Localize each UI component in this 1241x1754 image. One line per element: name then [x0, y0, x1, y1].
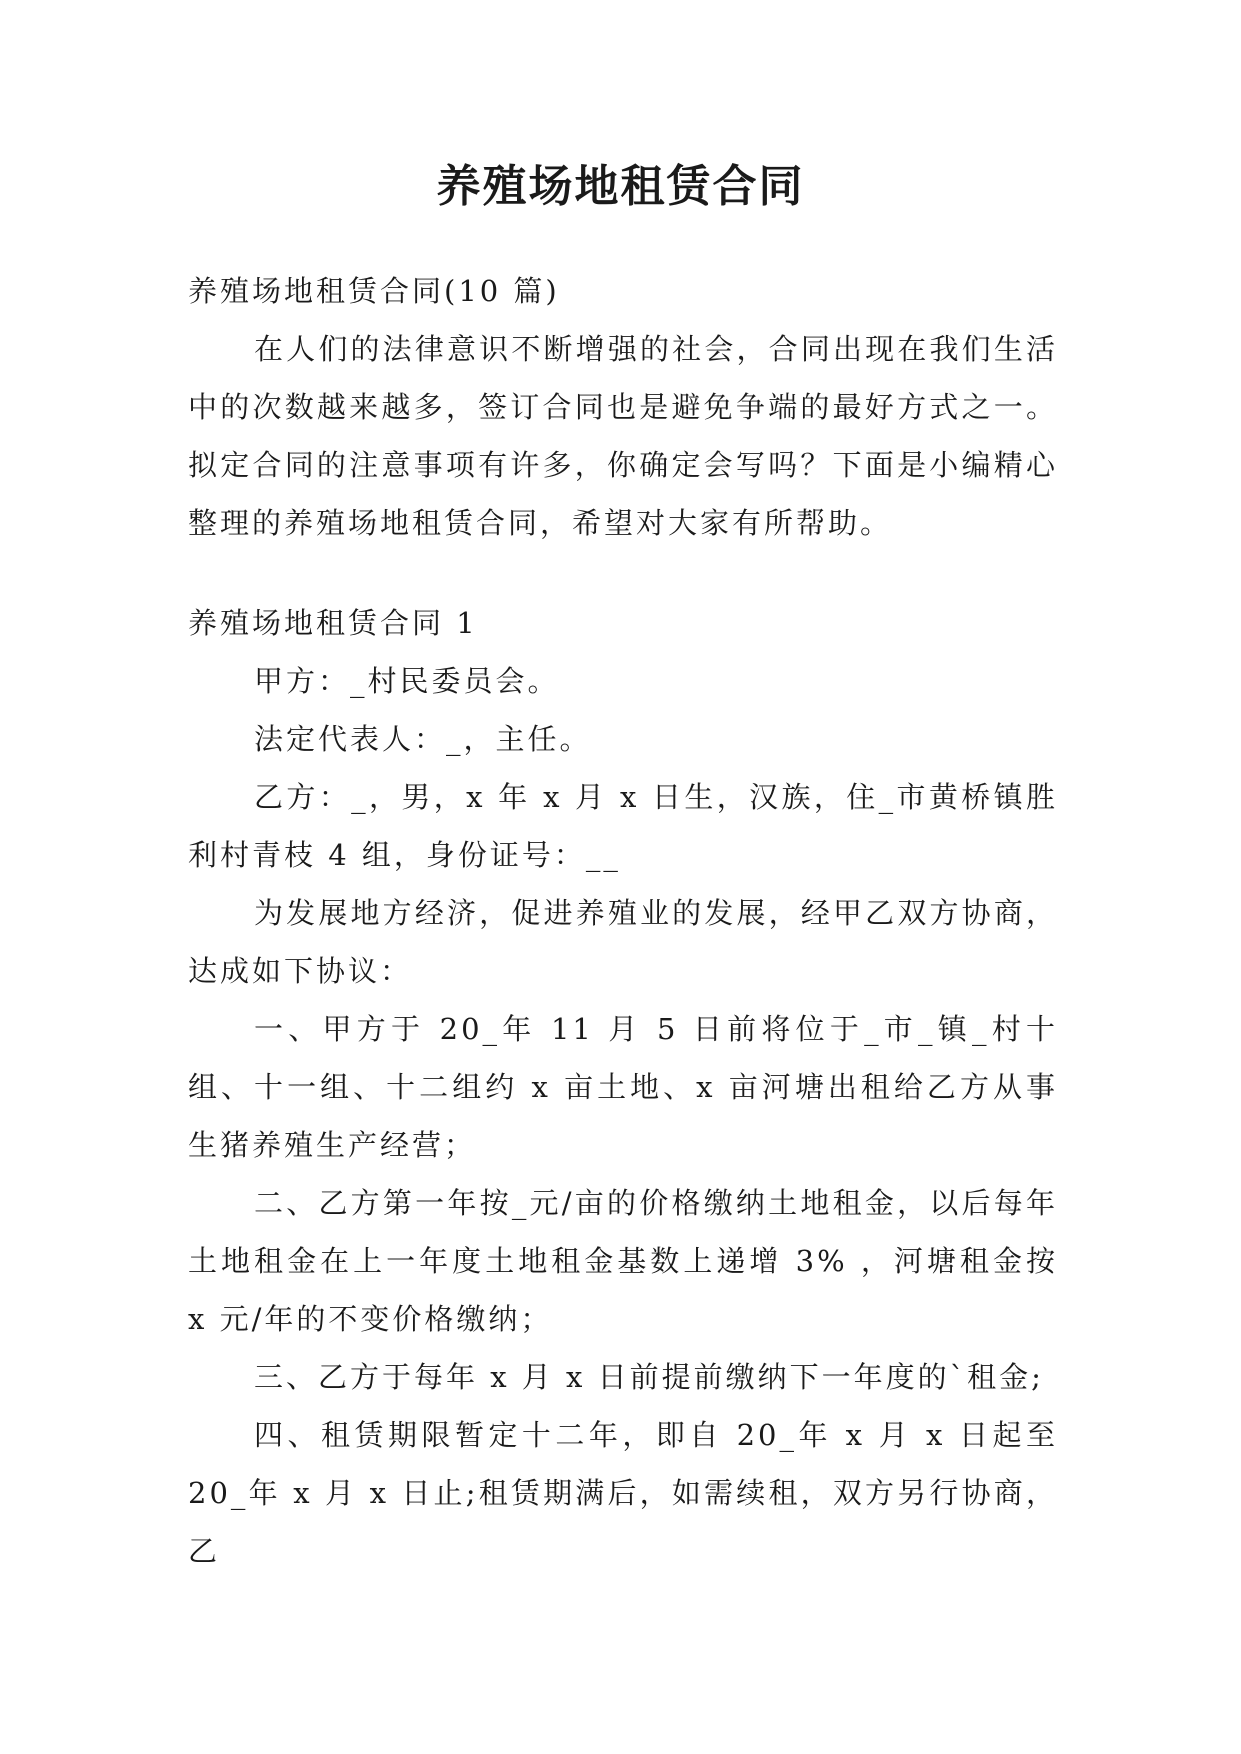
document-subtitle: 养殖场地租赁合同(10 篇): [188, 274, 560, 308]
purpose-paragraph: 为发展地方经济，促进养殖业的发展，经甲乙双方协商，达成如下协议：: [188, 896, 1058, 988]
party-b-paragraph: 乙方：_，男，x 年 x 月 x 日生，汉族，住_市黄桥镇胜利村青枝 4 组，身份证号：__: [188, 780, 1058, 872]
section-heading: 养殖场地租赁合同 1: [188, 606, 478, 640]
clause-3: 三、乙方于每年 x 月 x 日前提前缴纳下一年度的`租金;: [254, 1360, 1044, 1394]
legal-representative-line: 法定代表人：_，主任。: [254, 722, 592, 756]
intro-paragraph: 在人们的法律意识不断增强的社会，合同出现在我们生活中的次数越来越多，签订合同也是避免争端的最好方式之一。拟定合同的注意事项有许多，你确定会写吗？下面是小编精心整理的养殖场地租赁合同，希望对大家有所帮助。: [188, 332, 1058, 540]
clause-2: 二、乙方第一年按_元/亩的价格缴纳土地租金，以后每年土地租金在上一年度土地租金基数上递增 3% ，河塘租金按 x 元/年的不变价格缴纳；: [188, 1186, 1058, 1336]
section-gap: [188, 552, 1058, 594]
document-title: 养殖场地租赁合同: [436, 161, 805, 212]
party-a-line: 甲方：_村民委员会。: [254, 664, 560, 698]
clause-4: 四、租赁期限暂定十二年，即自 20_年 x 月 x 日起至 20_年 x 月 x 日止;租赁期满后，如需续租，双方另行协商，乙: [188, 1418, 1058, 1568]
clause-1: 一、甲方于 20_年 11 月 5 日前将位于_市_镇_村十组、十一组、十二组约 x 亩土地、x 亩河塘出租给乙方从事生猪养殖生产经营；: [188, 1012, 1058, 1162]
document-body: [188, 262, 1058, 1580]
